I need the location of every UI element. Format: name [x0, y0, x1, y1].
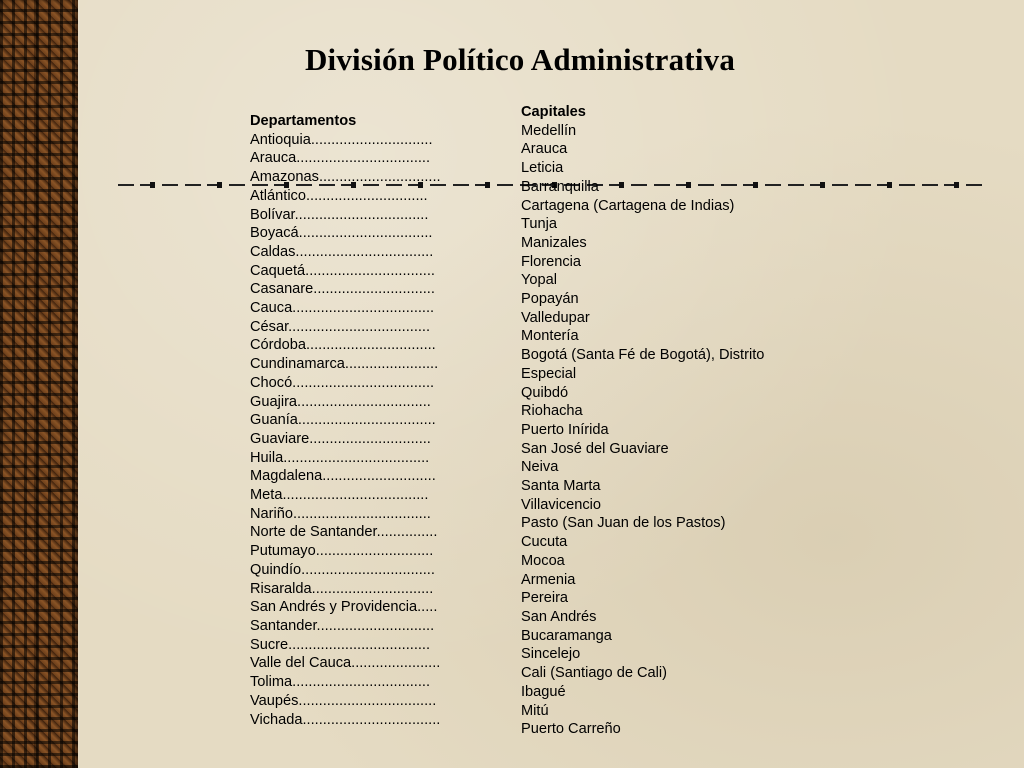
list-item: Santander.............................	[250, 617, 435, 634]
list-item: Boyacá.................................	[250, 225, 433, 242]
list-item: Sucre...................................	[250, 636, 431, 653]
list-item: Norte de Santander...............	[250, 524, 438, 541]
list-item: Antioquia..............................	[250, 131, 433, 148]
list-item: Caldas..................................	[250, 243, 434, 260]
list-item: Putumayo.............................	[250, 543, 434, 560]
list-item: Villavicencio	[521, 496, 602, 513]
list-item: Pasto (San Juan de los Pastos)	[521, 515, 726, 532]
list-item: Nariño..................................	[250, 505, 431, 522]
list-item: Neiva	[521, 459, 559, 476]
list-item: Arauca.................................	[250, 150, 431, 167]
list-item: Sincelejo	[521, 646, 581, 663]
list-item: Cauca...................................	[250, 300, 435, 317]
list-item: Especial	[521, 365, 577, 382]
list-item: Guaviare..............................	[250, 430, 431, 447]
list-item: Leticia	[521, 160, 564, 177]
list-item: Valle del Cauca......................	[250, 655, 441, 672]
list-item: Amazonas..............................	[250, 169, 441, 186]
list-item: Bolívar.................................	[250, 206, 429, 223]
list-item: Puerto Carreño	[521, 721, 621, 738]
list-item: Puerto Inírida	[521, 421, 609, 438]
list-item: César...................................	[250, 318, 431, 335]
departamentos-list	[250, 131, 441, 730]
list-item: Medellín	[521, 122, 577, 139]
list-item: Riohacha	[521, 403, 583, 420]
list-item: Quindío.................................	[250, 561, 435, 578]
list-item: Vichada..................................	[250, 711, 441, 728]
list-item: Arauca	[521, 141, 568, 158]
list-item: Risaralda..............................	[250, 580, 434, 597]
departamentos-column	[250, 112, 441, 729]
list-item: Florencia	[521, 253, 582, 270]
list-item: Popayán	[521, 291, 579, 308]
list-item: Yopal	[521, 272, 557, 289]
list-item: Santa Marta	[521, 478, 601, 495]
list-item: Córdoba................................	[250, 337, 436, 354]
list-item: Tolima..................................	[250, 674, 431, 691]
list-item: Huila....................................	[250, 449, 430, 466]
list-item: Magdalena............................	[250, 468, 436, 485]
list-item: San Andrés	[521, 608, 597, 625]
list-item: Casanare..............................	[250, 281, 435, 298]
list-item: Montería	[521, 328, 579, 345]
list-item: Valledupar	[521, 309, 590, 326]
list-item: Atlántico..............................	[250, 187, 428, 204]
woven-border	[0, 0, 78, 768]
list-item: Caquetá................................	[250, 262, 435, 279]
capitales-header: Capitales	[521, 104, 586, 120]
list-item: Meta....................................	[250, 487, 429, 504]
list-item: San José del Guaviare	[521, 440, 669, 457]
list-item: Cali (Santiago de Cali)	[521, 665, 668, 682]
departamentos-header: Departamentos	[250, 113, 357, 129]
list-item: Ibagué	[521, 683, 566, 700]
list-item: Chocó...................................	[250, 374, 435, 391]
list-item: Mocoa	[521, 552, 565, 569]
list-item: Tunja	[521, 216, 557, 233]
list-item: Armenia	[521, 571, 576, 588]
list-item: Mitú	[521, 702, 549, 719]
list-item: Guajira.................................	[250, 393, 431, 410]
list-item: Cundinamarca.......................	[250, 356, 439, 373]
capitales-column	[521, 103, 764, 739]
list-item: Bucaramanga	[521, 627, 612, 644]
list-item: Bogotá (Santa Fé de Bogotá), Distrito	[521, 347, 765, 364]
list-item: Barranquilla	[521, 178, 599, 195]
list-item: Guanía..................................	[250, 412, 436, 429]
list-item: Cartagena (Cartagena de Indias)	[521, 197, 735, 214]
list-item: Cucuta	[521, 534, 568, 551]
slide-title: División Político Administrativa	[304, 42, 736, 77]
list-item: San Andrés y Providencia.....	[250, 599, 438, 616]
list-item: Pereira	[521, 590, 569, 607]
capitales-list	[521, 122, 764, 739]
list-item: Quibdó	[521, 384, 569, 401]
list-item: Vaupés..................................	[250, 692, 437, 709]
list-item: Manizales	[521, 234, 587, 251]
